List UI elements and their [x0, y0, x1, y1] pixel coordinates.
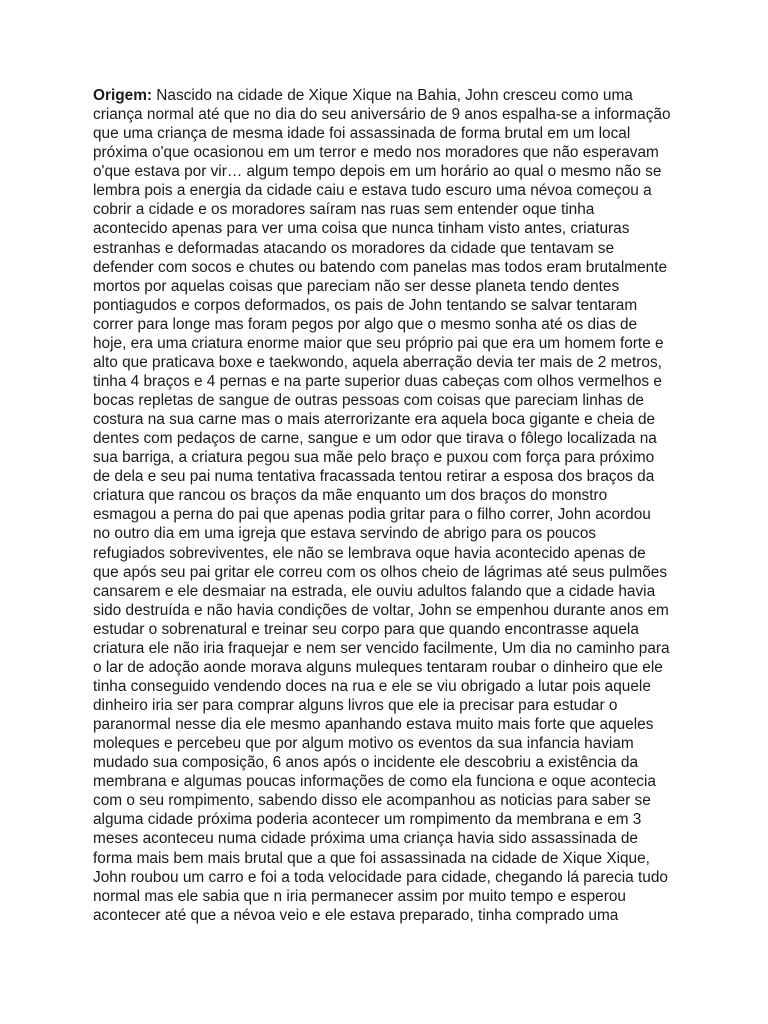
text-line: de dela e seu pai numa tentativa fracassada tentou retirar a esposa dos braços da [93, 468, 655, 486]
text-line: bocas repletas de sangue de outras pessoas com coisas que pareciam linhas de [93, 392, 644, 409]
text-line: criatura que rancou os braços da mãe enquanto um dos braços do monstro [93, 487, 608, 505]
text-line: criança normal até que no dia do seu aniversário de 9 anos espalha-se a informação [93, 106, 671, 124]
text-line: meses aconteceu numa cidade próxima uma criança havia sido assassinada de [93, 830, 638, 848]
text-line: que após seu pai gritar ele correu com os olhos cheio de lágrimas até seus pulmões [93, 563, 668, 581]
text-line: tinha 4 braços e 4 pernas e na parte superior duas cabeças com olhos vermelhos e [93, 372, 662, 390]
text-line: estudar o sobrenatural e treinar seu corpo para que quando encontrasse aquela [93, 620, 639, 638]
text-line: dinheiro iria ser para comprar alguns livros que ele ia precisar para estudar o [93, 697, 618, 714]
text-line: alto que praticava boxe e taekwondo, aquela aberração devia ter mais de 2 metros, [93, 353, 662, 371]
text-line: lembra pois a energia da cidade caiu e estava tudo escuro uma névoa começou a [93, 182, 652, 200]
section-label: Origem: [93, 87, 153, 104]
text-line: mudado sua composição, 6 anos após o incidente ele descobriu a existência da [93, 754, 639, 772]
text-line: John roubou um carro e foi a toda velocidade para cidade, chegando lá parecia tudo [93, 868, 668, 886]
text-line: normal mas ele sabia que n iria permanecer assim por muito tempo e esperou [93, 887, 626, 905]
text-line: tinha conseguido vendendo doces na rua e ele se viu obrigado a lutar pois aquele [93, 677, 651, 695]
text-line: costura na sua carne mas o mais aterrorizante era aquela boca gigante e cheia de [93, 411, 656, 429]
text-line: próxima o'que ocasionou em um terror e medo nos moradores que não esperavam [93, 144, 659, 162]
text-line-content: Nascido na cidade de Xique Xique na Bahia, John cresceu como uma [152, 87, 633, 104]
text-line: com o seu rompimento, sabendo disso ele acompanhou as noticias para saber se [93, 792, 651, 810]
text-line: o lar de adoção aonde morava alguns muleques tentaram roubar o dinheiro que ele [93, 658, 663, 676]
text-line: criatura ele não iria fraquejar e nem ser vencido facilmente, Um dia no caminho para [93, 639, 670, 657]
text-line: hoje, era uma criatura enorme maior que seu próprio pai que era um homem forte e [93, 334, 664, 352]
text-line: correr para longe mas foram pegos por algo que o mesmo sonha até os dias de [93, 315, 638, 333]
text-line: pontiagudos e corpos deformados, os pais de John tentando se salvar tentaram [93, 296, 638, 314]
text-line: o'que estava por vir… algum tempo depois em um horário ao qual o mesmo não se [93, 163, 662, 181]
text-line [93, 86, 683, 105]
text-line: moleques e percebeu que por algum motivo os eventos da sua infancia haviam [93, 735, 634, 753]
text-line: forma mais bem mais brutal que a que foi assassinada na cidade de Xique Xique, [93, 849, 650, 867]
text-line: acontecer até que a névoa veio e ele estava preparado, tinha comprado uma [93, 906, 619, 924]
text-line: dentes com pedaços de carne, sangue e um odor que tirava o fôlego localizada na [93, 430, 657, 448]
text-line: sua barriga, a criatura pegou sua mãe pelo braço e puxou com força para próximo [93, 449, 655, 467]
text-line: acontecido apenas para ver uma coisa que nunca tinham visto antes, criaturas [93, 220, 630, 238]
text-line: estranhas e deformadas atacando os moradores da cidade que tentavam se [93, 239, 615, 257]
text-line: defender com socos e chutes ou batendo com panelas mas todos eram brutalmente [93, 258, 668, 276]
text-line: refugiados sobreviventes, ele não se lembrava oque havia acontecido apenas de [93, 544, 646, 562]
text-line: paranormal nesse dia ele mesmo apanhando estava muito mais forte que aqueles [93, 716, 654, 734]
text-line: esmagou a perna do pai que apenas podia gritar para o filho correr, John acordou [93, 506, 651, 524]
document-body [93, 86, 683, 925]
text-line: sido destruída e não havia condições de voltar, John se empenhou durante anos em [93, 601, 669, 619]
text-line: alguma cidade próxima poderia acontecer um rompimento da membrana e em 3 [93, 811, 642, 829]
text-line: cansarem e ele desmaiar na estrada, ele ouviu adultos falando que a cidade havia [93, 582, 656, 600]
text-line: membrana e algumas poucas informações de como ela funciona e oque acontecia [93, 773, 656, 791]
text-line: mortos por aquelas coisas que pareciam não ser desse planeta tendo dentes [93, 277, 620, 295]
text-line: no outro dia em uma igreja que estava servindo de abrigo para os poucos [93, 525, 597, 543]
text-line: que uma criança de mesma idade foi assassinada de forma brutal em um local [93, 125, 631, 143]
text-line: cobrir a cidade e os moradores saíram nas ruas sem entender oque tinha [93, 201, 595, 219]
